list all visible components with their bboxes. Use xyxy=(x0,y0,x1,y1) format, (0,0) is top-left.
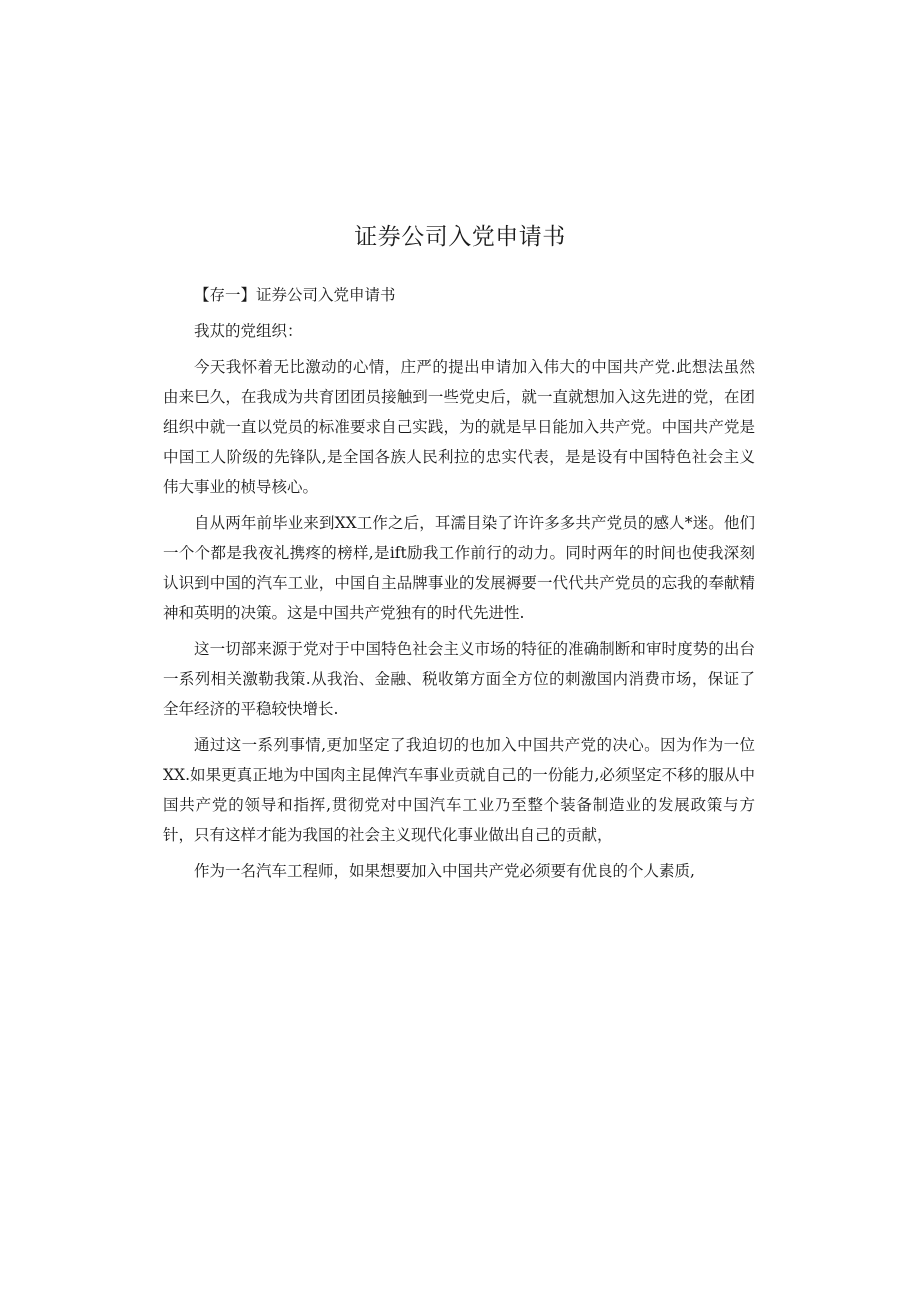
body-paragraph: 作为一名汽车工程师，如果想要加入中国共产党必须要有优良的个人素质, xyxy=(194,862,695,880)
document-title: 证券公司入党申请书 xyxy=(354,224,566,250)
body-paragraph: 通过这一系列事情,更加坚定了我迫切的也加入中国共产党的决心。因为作为一位XX.如果更真正地为中国肉主昆俾汽车事业贡就自己的一份能力,必须坚定不移的服从中国共产党的领导和指挥,贯彻党对中国汽车工业乃至整个装备制造业的发展政策与方针，只有这样才能为我国的社会主义现代化事业做出自己的贡献， xyxy=(163,736,755,844)
body-paragraph: 今天我怀着无比激动的心情，庄严的提出申请加入伟大的中国共产党.此想法虽然由来巳久，在我成为共育团团员接触到一些党史后，就一直就想加入这先进的党，在团组织中就一直以党员的标准要求自己实践，为的就是早日能加入共产党。中国共产党是中国工人阶级的先锋队,是全国各族人民利拉的忠实代表，是是设有中国特色社会主义伟大事业的桢导核心。 xyxy=(163,358,755,496)
document-body xyxy=(163,280,755,886)
body-paragraph: 自从两年前毕业来到XX工作之后，耳濡目染了许许多多共产党员的感人*迷。他们一个个都是我夜礼携疼的榜样,是ift励我工作前行的动力。同时两年的时间也使我深刻认识到中国的汽车工业，中国自主品牌事业的发展褥要一代代共产党员的忘我的奉献精神和英明的决策。这是中国共产党独有的时代先进性. xyxy=(163,514,755,622)
section-heading: 【存一】证券公司入党申请书 xyxy=(194,286,396,304)
body-paragraph: 这一切部来源于党对于中国特色社会主义市场的特征的准确制断和审时度势的出台一系列相关激勒我策.从我治、金融、税收第方面全方位的刺激国内消费市场，保证了全年经济的平稳较快增长. xyxy=(163,640,755,718)
salutation: 我苁的党组织： xyxy=(194,322,303,340)
